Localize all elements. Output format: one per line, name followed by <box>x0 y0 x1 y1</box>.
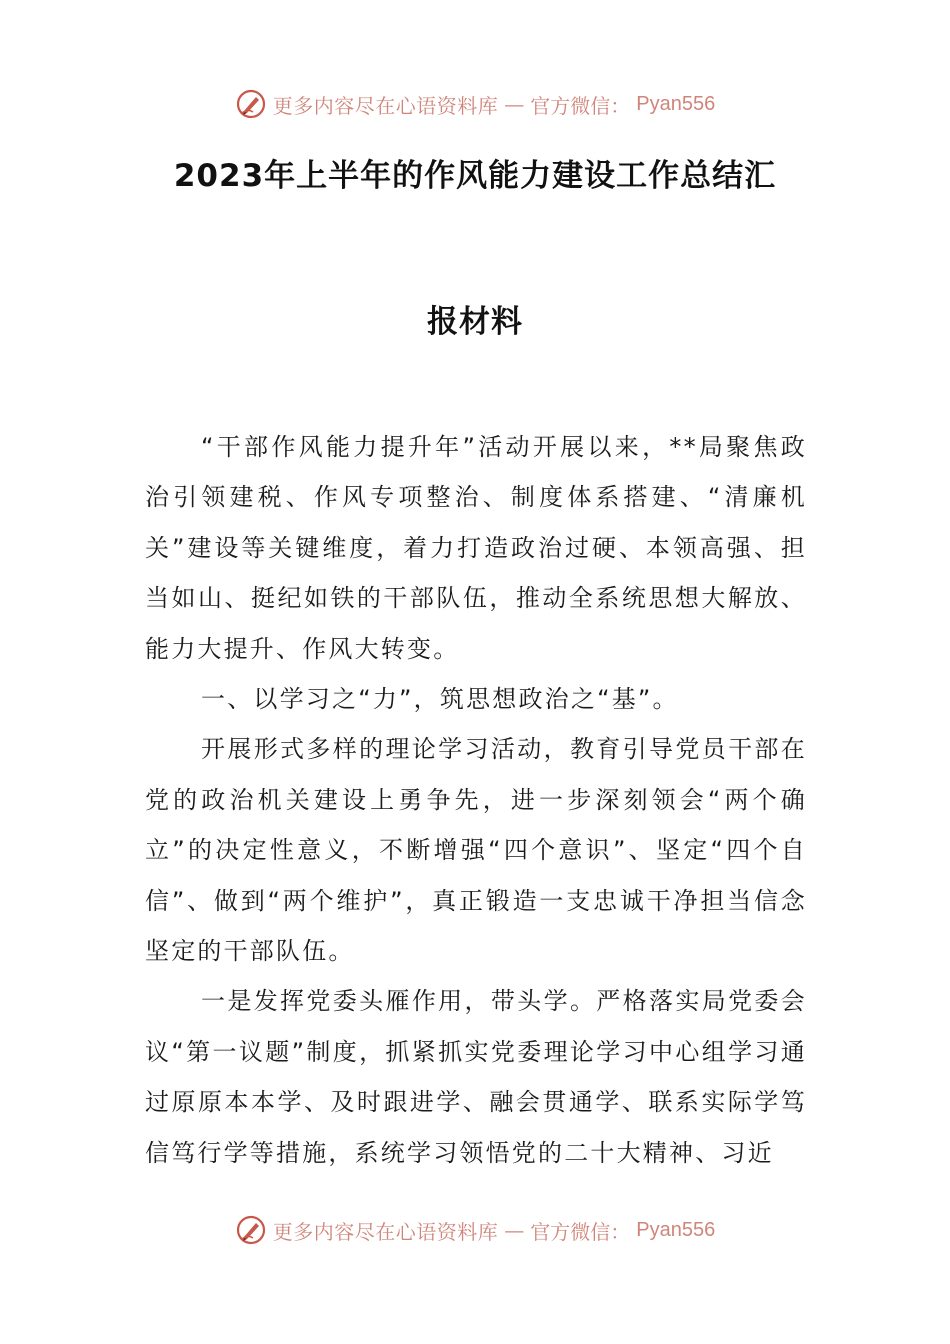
footer-watermark <box>0 1208 950 1252</box>
watermark-text: 更多内容尽在心语资料库 <box>272 1219 499 1244</box>
document-title-line2: 报材料 <box>427 304 523 340</box>
document-title-line1: 2023年上半年的作风能力建设工作总结汇 <box>173 158 777 194</box>
watermark-separator: — <box>504 92 525 116</box>
pen-logo-icon <box>235 88 267 120</box>
paragraph: 开展形式多样的理论学习活动，教育引导党员干部在党的政治机关建设上勇争先，进一步深刻领会“两个确立”的决定性意义，不断增强“四个意识”、坚定“四个自信”、做到“两个维护”，真正锻造一支忠诚干净担当信念坚定的干部队伍。 <box>145 735 807 966</box>
paragraph: “干部作风能力提升年”活动开展以来，**局聚焦政治引领建税、作风专项整治、制度体系搭建、“清廉机关”建设等关键维度，着力打造政治过硬、本领高强、担当如山、挺纪如铁的干部队伍，推动全系统思想大解放、能力大提升、作风大转变。 <box>145 433 807 663</box>
watermark-separator: — <box>504 1218 525 1242</box>
watermark-wechat-id: Pyan556 <box>636 92 716 115</box>
paragraph: 一是发挥党委头雁作用，带头学。严格落实局党委会议“第一议题”制度，抓紧抓实党委理论学习中心组学习通过原原本本学、及时跟进学、融会贯通学、联系实际学笃信笃行学等措施，系统学习领悟党的二十大精神、习近 <box>145 987 807 1167</box>
watermark-wechat-id: Pyan556 <box>636 1218 716 1241</box>
document-body <box>145 422 807 1178</box>
watermark-wechat-label: 官方微信： <box>530 1219 631 1244</box>
pen-logo-icon <box>235 1214 267 1246</box>
watermark-text: 更多内容尽在心语资料库 <box>272 93 499 118</box>
section-heading: 一、以学习之“力”，筑思想政治之“基”。 <box>201 685 679 714</box>
watermark-wechat-label: 官方微信： <box>530 93 631 118</box>
header-watermark <box>0 82 950 126</box>
